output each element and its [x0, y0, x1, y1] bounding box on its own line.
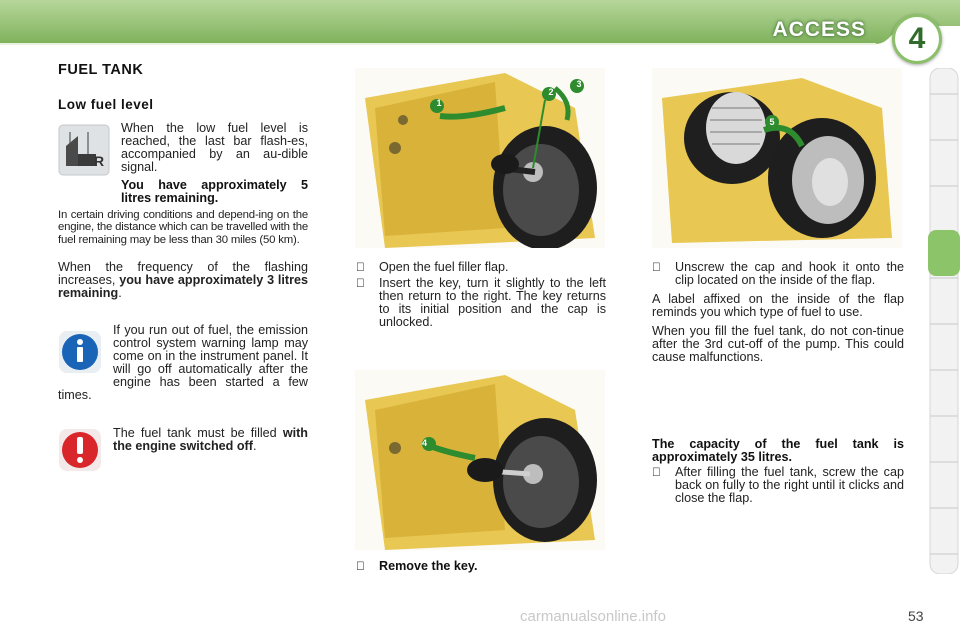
capacity-text: The capacity of the fuel tank is approximately 35 litres. — [652, 437, 904, 464]
list-item — [356, 277, 606, 329]
callout-2: 2 — [548, 87, 554, 97]
middle-steps — [356, 261, 606, 329]
right-text-block — [652, 261, 904, 364]
list-item — [652, 466, 904, 505]
flashing-paragraph — [58, 261, 308, 300]
callout-5: 5 — [769, 117, 775, 127]
info-icon-spacer — [58, 324, 113, 378]
callout-1: 1 — [436, 98, 442, 108]
remaining-note: You have approximately 5 litres remaining. — [121, 178, 308, 205]
info-paragraph — [58, 324, 308, 402]
warning-text-end: . — [252, 439, 257, 453]
info-text: If you run out of fuel, the emission control system warning lamp may come on in the instrument panel. It will go off automatically after the engine has been started a few times. — [58, 323, 308, 402]
label-text: A label affixed on the inside of the flap reminds you which type of fuel to use. — [652, 292, 904, 319]
chapter-title: ACCESS — [772, 18, 866, 41]
fuel-gauge-icon — [58, 124, 110, 176]
fuel-cap-unscrew-photo — [652, 68, 902, 248]
list-item — [356, 261, 606, 274]
chapter-number-badge: 4 — [892, 14, 942, 64]
step-insert-key: Insert the key, turn it slightly to the left then return to the right. The key returns to its initial position and the cap is unlocked. — [379, 276, 606, 329]
flashing-text-bold: you have approximately 3 litres remaining — [58, 273, 309, 300]
step-remove-key: Remove the key. — [379, 559, 478, 573]
step-open-flap: Open the fuel filler flap. — [379, 260, 509, 274]
page-number: 53 — [908, 608, 924, 624]
flashing-text-end: . — [118, 286, 122, 300]
warning-text-start: The fuel tank must be filled — [113, 426, 277, 440]
pointer-bullet-icon — [356, 560, 365, 573]
conditions-text: In certain driving conditions and depend-ing on the engine, the distance which can be travelled with the fuel remaining may be less than 30 miles (50 km). — [58, 209, 308, 246]
chapter-tab-rail[interactable] — [928, 68, 960, 574]
pointer-bullet-icon — [652, 466, 661, 479]
flashing-text-start: When the frequency of the flashing increases, — [58, 260, 308, 287]
pointer-bullet-icon — [356, 277, 365, 290]
section-title: FUEL TANK — [58, 62, 144, 78]
warning-paragraph — [113, 427, 308, 453]
callout-4: 4 — [422, 438, 428, 448]
warning-icon — [58, 428, 102, 472]
callout-3: 3 — [576, 79, 582, 89]
list-item — [652, 261, 904, 287]
list-item — [356, 560, 629, 573]
subsection-title: Low fuel level — [58, 97, 154, 112]
right-capacity-block — [652, 438, 904, 505]
pointer-bullet-icon — [652, 261, 661, 274]
fill-warning-text: When you fill the fuel tank, do not con-tinue after the 3rd cut-off of the pump. This could cause malfunctions. — [652, 324, 904, 364]
warning-text-bold: with the engine switched off — [113, 426, 308, 453]
low-fuel-text: When the low fuel level is reached, the last bar flash-es, accompanied by an au-dible signal. — [121, 121, 308, 174]
pointer-bullet-icon — [356, 261, 365, 274]
fuel-flap-remove-key-photo — [355, 370, 605, 550]
watermark: carmanualsonline.info — [520, 608, 666, 625]
fuel-flap-key-photo — [355, 68, 605, 248]
step-screw-cap: After filling the fuel tank, screw the cap back on fully to the right until it clicks and close the flap. — [675, 465, 904, 505]
step-unscrew-cap: Unscrew the cap and hook it onto the clip located on the inside of the flap. — [675, 260, 904, 287]
svg-text:R: R — [94, 153, 105, 169]
